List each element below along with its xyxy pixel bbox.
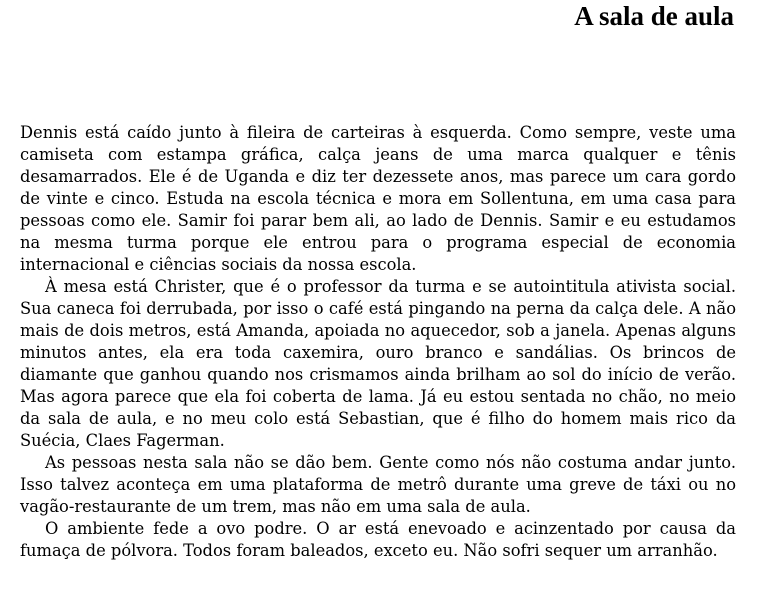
paragraph-4: O ambiente fede a ovo podre. O ar está enevoado e acinzentado por causa da fumaça de pólvora. Todos foram baleados, exceto eu. Não sofri sequer um arranhão. — [20, 519, 736, 560]
paragraph-1: Dennis está caído junto à fileira de carteiras à esquerda. Como sempre, veste uma camiseta com estampa gráfica, calça jeans de uma marca qualquer e tênis desamarrados. Ele é de Uganda e diz ter dezessete anos, mas parece um cara gordo de vinte e cinco. Estuda na escola técnica e mora em Sollentuna, em uma casa para pessoas como ele. Samir foi parar bem ali, ao lado de Dennis. Samir e eu estudamos na mesma turma porque ele entrou para o programa especial de economia internacional e ciências sociais da nossa escola. — [20, 123, 736, 274]
chapter-title: A sala de aula — [574, 1, 734, 31]
chapter-body — [20, 122, 736, 562]
paragraph-3: As pessoas nesta sala não se dão bem. Gente como nós não costuma andar junto. Isso talvez aconteça em uma plataforma de metrô durante uma greve de táxi ou no vagão-restaurante de um trem, mas não em uma sala de aula. — [20, 453, 736, 516]
paragraph-2: À mesa está Christer, que é o professor da turma e se autointitula ativista social. Sua caneca foi derrubada, por isso o café está pingando na perna da calça dele. A não mais de dois metros, está Amanda, apoiada no aquecedor, sob a janela. Apenas alguns minutos antes, ela era toda caxemira, ouro branco e sandálias. Os brincos de diamante que ganhou quando nos crismamos ainda brilham ao sol do início de verão. Mas agora parece que ela foi coberta de lama. Já eu estou sentada no chão, no meio da sala de aula, e no meu colo está Sebastian, que é filho do homem mais rico da Suécia, Claes Fagerman. — [20, 277, 736, 450]
